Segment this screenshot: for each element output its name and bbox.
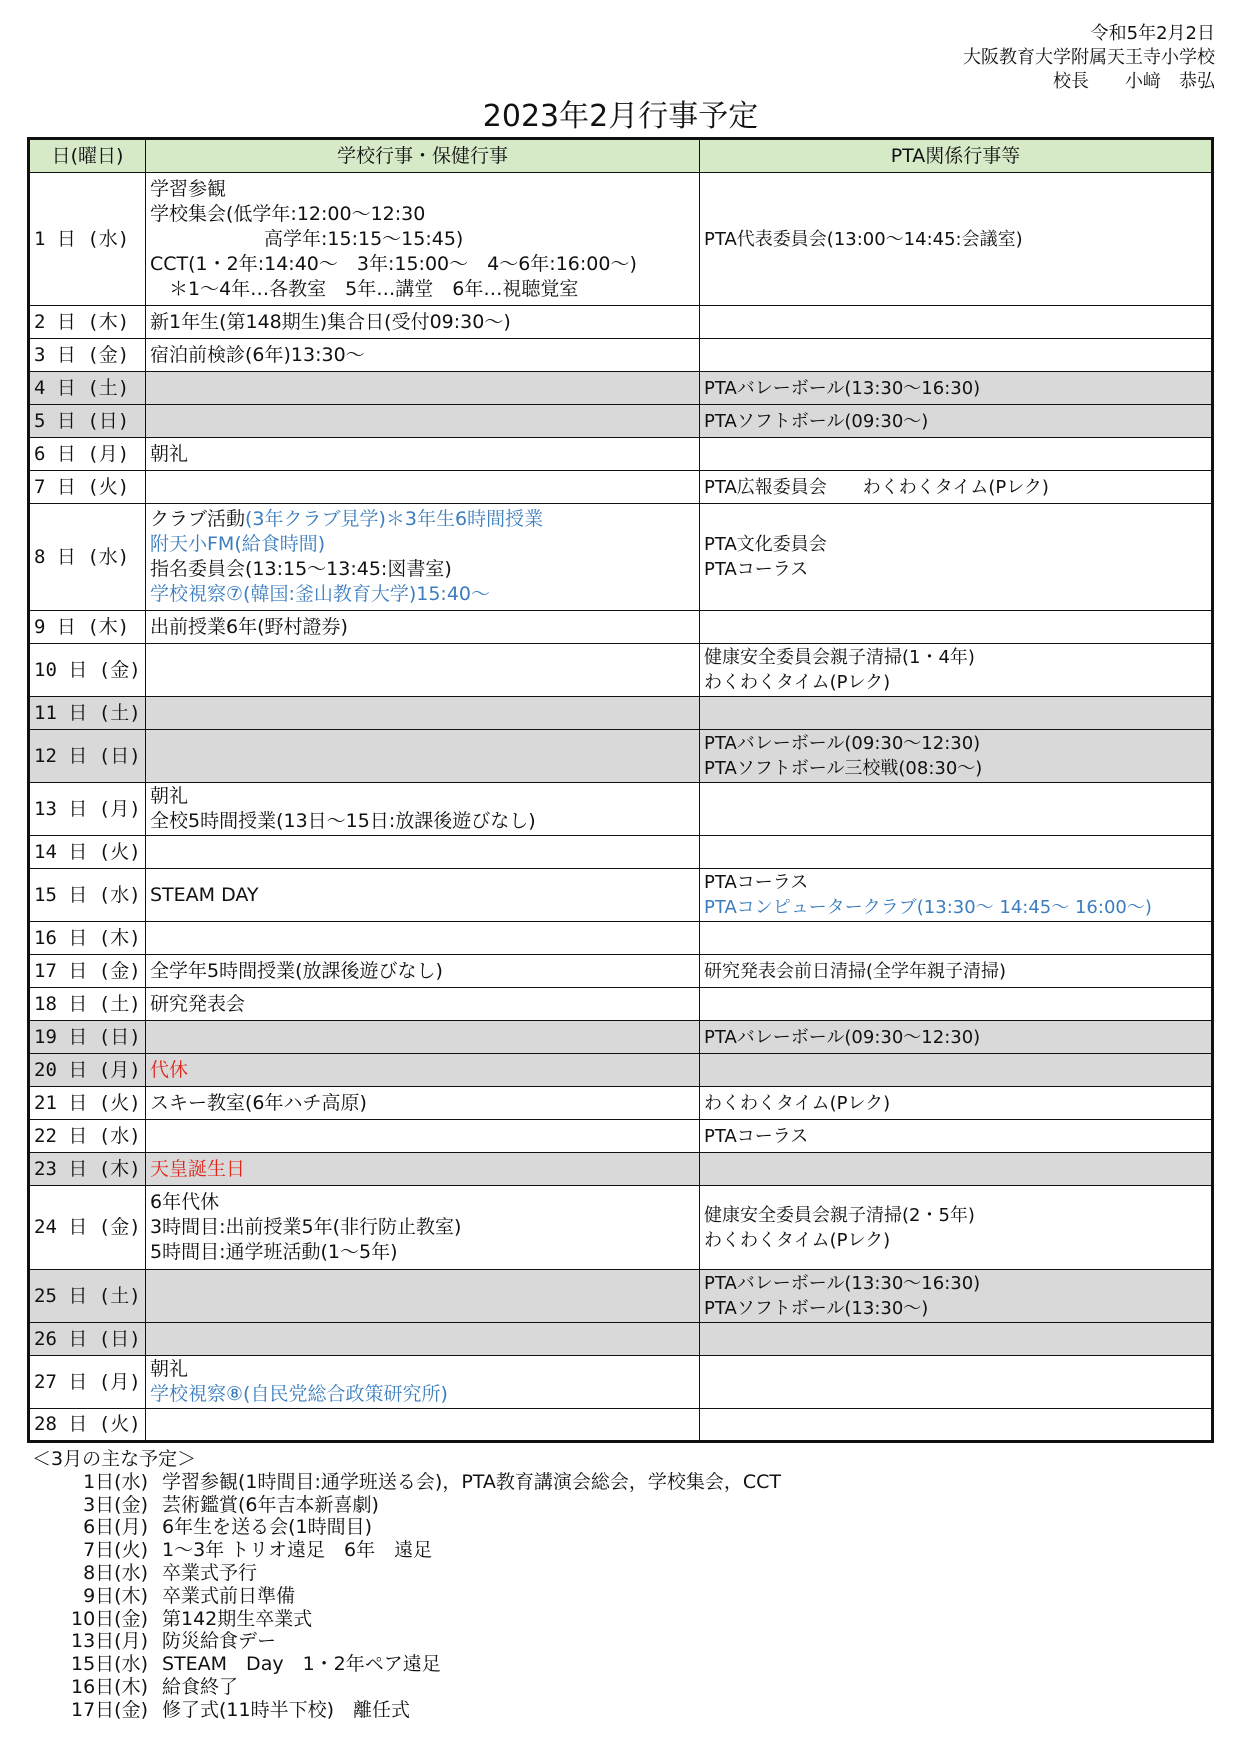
event-text-highlight: 附天小FM(給食時間) <box>150 533 326 555</box>
day-cell: 11 日 (土) <box>29 697 146 730</box>
march-title: ＜3月の主な予定＞ <box>32 1448 197 1470</box>
pta-event-line <box>704 1296 1207 1321</box>
day-cell: 3 日 (金) <box>29 339 146 372</box>
day-cell: 5 日 (日) <box>29 405 146 438</box>
school-event-line <box>150 1240 695 1265</box>
column-header-pta: PTA関係行事等 <box>700 139 1213 173</box>
table-row <box>29 306 1213 339</box>
event-text: 学習参観 <box>150 177 227 200</box>
event-text: PTAバレーボール(13:30～16:30) <box>704 377 981 399</box>
table-row <box>29 1120 1213 1153</box>
issue-date: 令和5年2月2日 <box>1090 23 1215 44</box>
school-event-line <box>150 784 695 809</box>
day-cell: 10 日 (金) <box>29 644 146 697</box>
march-item <box>32 1676 781 1699</box>
march-item-text: STEAM Day 1・2年ペア遠足 <box>162 1653 441 1676</box>
march-item-text: 卒業式予行 <box>162 1561 258 1584</box>
day-cell: 24 日 (金) <box>29 1186 146 1270</box>
march-item <box>32 1562 781 1585</box>
march-item-text: 修了式(11時半下校) 離任式 <box>162 1698 411 1721</box>
march-item <box>32 1630 781 1653</box>
event-text: 朝礼 <box>150 785 189 807</box>
table-row <box>29 730 1213 783</box>
school-event-line <box>150 959 695 984</box>
day-cell: 26 日 (日) <box>29 1323 146 1356</box>
table-row <box>29 405 1213 438</box>
event-text: 指名委員会(13:15～13:45:図書室) <box>150 558 452 580</box>
table-row <box>29 1087 1213 1120</box>
pta-event-line <box>704 557 1207 582</box>
day-cell: 14 日 (火) <box>29 836 146 869</box>
event-text: スキー教室(6年ハチ高原) <box>150 1091 367 1114</box>
school-event-line <box>150 1058 695 1083</box>
school-events-cell <box>146 504 700 611</box>
pta-event-line <box>704 670 1207 695</box>
event-text: 研究発表会前日清掃(全学年親子清掃) <box>704 960 1007 982</box>
march-item-date: 15日(水) <box>70 1653 148 1676</box>
pta-events-cell <box>700 869 1213 922</box>
event-text: 朝礼 <box>150 1358 189 1380</box>
principal-name: 校長 小﨑 恭弘 <box>1053 71 1215 92</box>
table-row <box>29 1356 1213 1409</box>
school-events-cell <box>146 611 700 644</box>
day-cell: 23 日 (木) <box>29 1153 146 1186</box>
march-item <box>32 1585 781 1608</box>
march-schedule <box>32 1448 781 1722</box>
school-event-line <box>150 252 695 277</box>
school-events-cell <box>146 1409 700 1442</box>
school-events-cell <box>146 644 700 697</box>
day-cell: 22 日 (水) <box>29 1120 146 1153</box>
school-events-cell <box>146 306 700 339</box>
pta-events-cell <box>700 173 1213 306</box>
event-text: PTAソフトボール(09:30～) <box>704 410 929 432</box>
table-row <box>29 1409 1213 1442</box>
holiday-text: 天皇誕生日 <box>150 1157 246 1180</box>
school-event-line <box>150 557 695 582</box>
pta-events-cell <box>700 372 1213 405</box>
school-event-line <box>150 809 695 834</box>
school-events-cell <box>146 836 700 869</box>
day-cell: 4 日 (土) <box>29 372 146 405</box>
school-events-cell <box>146 173 700 306</box>
school-events-cell <box>146 471 700 504</box>
event-text: 高学年:15:15～15:45) <box>150 227 464 250</box>
march-item <box>32 1608 781 1631</box>
march-item-date: 17日(金) <box>70 1698 148 1721</box>
march-item-text: 6年生を送る会(1時間目) <box>162 1516 373 1539</box>
event-text: クラブ活動 <box>150 508 246 530</box>
school-events-cell <box>146 1120 700 1153</box>
document-header <box>963 22 1215 94</box>
school-events-cell <box>146 1087 700 1120</box>
event-text-highlight: (3年クラブ見学)＊3年生6時間授業 <box>245 508 544 530</box>
table-row <box>29 1270 1213 1323</box>
pta-events-cell <box>700 1186 1213 1270</box>
table-row <box>29 1323 1213 1356</box>
pta-events-cell <box>700 644 1213 697</box>
school-name: 大阪教育大学附属天王寺小学校 <box>963 47 1215 68</box>
day-cell: 2 日 (木) <box>29 306 146 339</box>
pta-event-line <box>704 645 1207 670</box>
school-event-line <box>150 1190 695 1215</box>
pta-events-cell <box>700 1409 1213 1442</box>
school-event-line <box>150 992 695 1017</box>
event-text: 宿泊前検診(6年)13:30～ <box>150 343 365 366</box>
pta-events-cell <box>700 405 1213 438</box>
pta-event-line <box>704 1203 1207 1228</box>
school-events-cell <box>146 922 700 955</box>
school-events-cell <box>146 869 700 922</box>
school-event-line <box>150 343 695 368</box>
school-events-cell <box>146 1270 700 1323</box>
school-event-line <box>150 507 695 532</box>
event-text: PTAコーラス <box>704 872 809 893</box>
school-event-line <box>150 202 695 227</box>
school-event-line <box>150 1157 695 1182</box>
march-item-date: 3日(金) <box>83 1493 148 1516</box>
day-cell: 25 日 (土) <box>29 1270 146 1323</box>
page-title: 2023年2月行事予定 <box>482 99 759 134</box>
pta-events-cell <box>700 339 1213 372</box>
school-event-line <box>150 1215 695 1240</box>
march-item-text: 給食終了 <box>162 1675 239 1698</box>
schedule-table <box>27 137 1214 1443</box>
event-text: 健康安全委員会親子清掃(1・4年) <box>704 647 975 668</box>
table-row <box>29 783 1213 836</box>
event-text: PTAソフトボール三校戦(08:30～) <box>704 758 983 779</box>
pta-event-line <box>704 376 1207 401</box>
pta-events-cell <box>700 955 1213 988</box>
march-item-text: 1～3年 トリオ遠足 6年 遠足 <box>162 1539 433 1562</box>
pta-events-cell <box>700 988 1213 1021</box>
march-item-date: 9日(木) <box>83 1584 148 1607</box>
pta-event-line <box>704 1025 1207 1050</box>
day-cell: 28 日 (火) <box>29 1409 146 1442</box>
day-cell: 6 日 (月) <box>29 438 146 471</box>
table-row <box>29 697 1213 730</box>
school-events-cell <box>146 1356 700 1409</box>
table-row <box>29 1153 1213 1186</box>
school-event-line <box>150 532 695 557</box>
event-text: PTAソフトボール(13:30～) <box>704 1298 929 1319</box>
day-cell: 1 日 (水) <box>29 173 146 306</box>
school-event-line <box>150 277 695 302</box>
pta-events-cell <box>700 611 1213 644</box>
march-item-date: 10日(金) <box>70 1607 148 1630</box>
event-text: PTAバレーボール(09:30～12:30) <box>704 733 981 754</box>
table-row <box>29 1186 1213 1270</box>
day-cell: 12 日 (日) <box>29 730 146 783</box>
school-event-line <box>150 177 695 202</box>
day-cell: 8 日 (水) <box>29 504 146 611</box>
pta-events-cell <box>700 783 1213 836</box>
column-header-day: 日(曜日) <box>29 139 146 173</box>
school-event-line <box>150 582 695 607</box>
table-row <box>29 173 1213 306</box>
school-events-cell <box>146 730 700 783</box>
school-events-cell <box>146 1153 700 1186</box>
march-item <box>32 1539 781 1562</box>
column-header-school: 学校行事・保健行事 <box>146 139 700 173</box>
school-event-line <box>150 615 695 640</box>
event-text: 朝礼 <box>150 442 189 465</box>
march-list <box>32 1471 781 1722</box>
pta-event-line <box>704 756 1207 781</box>
table-row <box>29 869 1213 922</box>
pta-event-line <box>704 1271 1207 1296</box>
march-item-date: 13日(月) <box>70 1630 148 1653</box>
event-text: PTAコーラス <box>704 1125 809 1147</box>
table-row <box>29 372 1213 405</box>
event-text: わくわくタイム(Pレク) <box>704 1229 891 1251</box>
march-item-date: 16日(木) <box>70 1675 148 1698</box>
event-text-highlight: PTAコンピュータークラブ(13:30～ 14:45～ 16:00～) <box>704 897 1152 918</box>
event-text: わくわくタイム(Pレク) <box>704 672 891 693</box>
pta-events-cell <box>700 504 1213 611</box>
table-header-row <box>29 139 1213 173</box>
day-cell: 7 日 (火) <box>29 471 146 504</box>
school-events-cell <box>146 783 700 836</box>
event-text: STEAM DAY <box>150 883 259 906</box>
event-text: PTAバレーボール(09:30～12:30) <box>704 1026 981 1048</box>
event-text: CCT(1・2年:14:40～ 3年:15:00～ 4～6年:16:00～) <box>150 252 637 275</box>
pta-events-cell <box>700 438 1213 471</box>
school-events-cell <box>146 955 700 988</box>
pta-events-cell <box>700 306 1213 339</box>
pta-events-cell <box>700 1087 1213 1120</box>
pta-event-line <box>704 532 1207 557</box>
pta-event-line <box>704 1124 1207 1149</box>
event-text: 研究発表会 <box>150 992 246 1015</box>
event-text: 3時間目:出前授業5年(非行防止教室) <box>150 1216 462 1238</box>
table-row <box>29 1054 1213 1087</box>
holiday-text: 代休 <box>150 1058 189 1081</box>
table-row <box>29 922 1213 955</box>
school-events-cell <box>146 405 700 438</box>
pta-event-line <box>704 409 1207 434</box>
march-item-text: 防災給食デー <box>162 1630 277 1653</box>
event-text: 新1年生(第148期生)集合日(受付09:30～) <box>150 310 511 333</box>
school-event-line <box>150 1357 695 1382</box>
pta-event-line <box>704 731 1207 756</box>
pta-event-line <box>704 870 1207 895</box>
pta-events-cell <box>700 922 1213 955</box>
school-event-line <box>150 883 695 908</box>
pta-events-cell <box>700 1153 1213 1186</box>
table-row <box>29 644 1213 697</box>
day-cell: 19 日 (日) <box>29 1021 146 1054</box>
table-row <box>29 611 1213 644</box>
event-text: わくわくタイム(Pレク) <box>704 1092 891 1114</box>
day-cell: 17 日 (金) <box>29 955 146 988</box>
school-events-cell <box>146 697 700 730</box>
day-cell: 15 日 (水) <box>29 869 146 922</box>
schedule-body <box>29 173 1213 1442</box>
march-item-text: 第142期生卒業式 <box>162 1607 313 1630</box>
day-cell: 13 日 (月) <box>29 783 146 836</box>
table-row <box>29 471 1213 504</box>
pta-events-cell <box>700 836 1213 869</box>
event-text: 全校5時間授業(13日～15日:放課後遊びなし) <box>150 810 536 832</box>
school-events-cell <box>146 988 700 1021</box>
march-item-text: 芸術鑑賞(6年吉本新喜劇) <box>162 1493 379 1516</box>
march-item-date: 8日(水) <box>83 1561 148 1584</box>
table-row <box>29 438 1213 471</box>
pta-event-line <box>704 475 1207 500</box>
school-events-cell <box>146 339 700 372</box>
pta-events-cell <box>700 1270 1213 1323</box>
event-text: ＊1～4年…各教室 5年…講堂 6年…視聴覚室 <box>150 277 579 300</box>
school-event-line <box>150 442 695 467</box>
table-row <box>29 339 1213 372</box>
event-text-highlight: 学校視察⑦(韓国:釜山教育大学)15:40～ <box>150 583 491 605</box>
day-cell: 20 日 (月) <box>29 1054 146 1087</box>
march-item-text: 学習参観(1時間目:通学班送る会)，PTA教育講演会総会，学校集会，CCT <box>162 1470 782 1493</box>
pta-events-cell <box>700 471 1213 504</box>
pta-events-cell <box>700 1356 1213 1409</box>
event-text: 5時間目:通学班活動(1～5年) <box>150 1241 398 1263</box>
march-item <box>32 1653 781 1676</box>
march-item-date: 1日(水) <box>83 1470 148 1493</box>
day-cell: 9 日 (木) <box>29 611 146 644</box>
pta-events-cell <box>700 1323 1213 1356</box>
event-text: PTAバレーボール(13:30～16:30) <box>704 1273 981 1294</box>
event-text: PTA代表委員会(13:00～14:45:会議室) <box>704 228 1023 250</box>
school-events-cell <box>146 1186 700 1270</box>
event-text: 健康安全委員会親子清掃(2・5年) <box>704 1204 975 1226</box>
day-cell: 18 日 (土) <box>29 988 146 1021</box>
pta-event-line <box>704 227 1207 252</box>
event-text: 6年代休 <box>150 1191 220 1213</box>
table-row <box>29 955 1213 988</box>
pta-events-cell <box>700 697 1213 730</box>
school-events-cell <box>146 438 700 471</box>
pta-event-line <box>704 1091 1207 1116</box>
table-row <box>29 504 1213 611</box>
event-text: PTA広報委員会 わくわくタイム(Pレク) <box>704 476 1049 498</box>
march-item-text: 卒業式前日準備 <box>162 1584 296 1607</box>
event-text-highlight: 学校視察⑧(自民党総合政策研究所) <box>150 1383 448 1405</box>
pta-events-cell <box>700 1054 1213 1087</box>
event-text: 全学年5時間授業(放課後遊びなし) <box>150 959 443 982</box>
table-row <box>29 836 1213 869</box>
school-events-cell <box>146 1323 700 1356</box>
pta-event-line <box>704 1228 1207 1253</box>
day-cell: 21 日 (火) <box>29 1087 146 1120</box>
march-item <box>32 1494 781 1517</box>
march-item-date: 6日(月) <box>83 1516 148 1539</box>
table-row <box>29 988 1213 1021</box>
march-item-date: 7日(火) <box>83 1539 148 1562</box>
march-item <box>32 1471 781 1494</box>
march-item <box>32 1516 781 1539</box>
table-row <box>29 1021 1213 1054</box>
pta-event-line <box>704 959 1207 984</box>
school-events-cell <box>146 372 700 405</box>
event-text: PTAコーラス <box>704 559 809 580</box>
event-text: 学校集会(低学年:12:00～12:30 <box>150 202 426 225</box>
school-events-cell <box>146 1021 700 1054</box>
event-text: 出前授業6年(野村證券) <box>150 615 348 638</box>
day-cell: 16 日 (木) <box>29 922 146 955</box>
day-cell: 27 日 (月) <box>29 1356 146 1409</box>
pta-events-cell <box>700 1120 1213 1153</box>
event-text: PTA文化委員会 <box>704 534 827 555</box>
school-event-line <box>150 310 695 335</box>
school-events-cell <box>146 1054 700 1087</box>
school-event-line <box>150 1382 695 1407</box>
pta-events-cell <box>700 730 1213 783</box>
pta-events-cell <box>700 1021 1213 1054</box>
pta-event-line <box>704 895 1207 920</box>
school-event-line <box>150 1091 695 1116</box>
school-event-line <box>150 227 695 252</box>
march-item <box>32 1699 781 1722</box>
